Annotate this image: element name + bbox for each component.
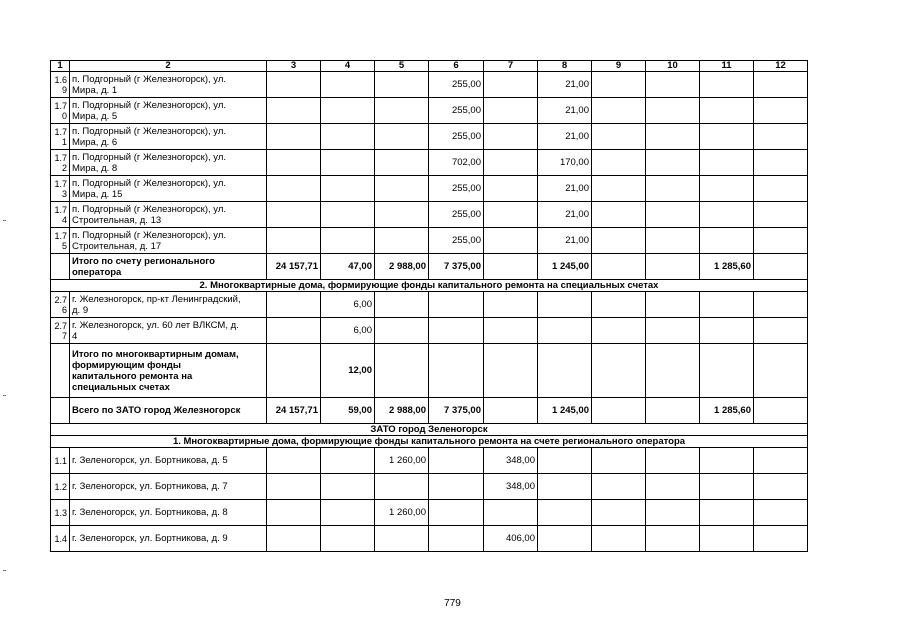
value-cell-col9 [592,202,646,228]
row-index: 2.7 6 [51,292,70,318]
column-header: 6 [429,61,484,72]
address-cell: п. Подгорный (г Железногорск), ул. Мира, д. 15 [70,176,267,202]
value-cell-col4 [321,72,375,98]
subtotal-row [51,254,808,280]
value-cell-col4 [321,150,375,176]
value-cell-col8: 21,00 [538,176,592,202]
table-row [51,500,808,526]
value-cell-col4 [321,202,375,228]
column-header: 11 [700,61,754,72]
address-cell: г. Железногорск, ул. 60 лет ВЛКСМ, д. 4 [70,318,267,344]
table-row [51,124,808,150]
value-cell-col3 [267,98,321,124]
value-cell-col11 [700,526,754,552]
value-cell-col11 [700,176,754,202]
value-cell-col10 [646,500,700,526]
value-cell-col10 [646,124,700,150]
value-cell-col12 [754,228,808,254]
value-cell-col5: 2 988,00 [375,254,429,280]
value-cell-col10 [646,474,700,500]
row-index: 2.7 7 [51,318,70,344]
value-cell-col6 [429,526,484,552]
value-cell-col10 [646,254,700,280]
value-cell-col11 [700,344,754,398]
value-cell-col9 [592,526,646,552]
value-cell-col8 [538,448,592,474]
value-cell-col6 [429,448,484,474]
value-cell-col12 [754,254,808,280]
column-header: 4 [321,61,375,72]
value-cell-col5 [375,344,429,398]
value-cell-col7 [484,228,538,254]
value-cell-col4: 47,00 [321,254,375,280]
value-cell-col5 [375,318,429,344]
zato-title: ЗАТО город Зеленогорск [51,424,808,436]
row-index [51,398,70,424]
value-cell-col11 [700,72,754,98]
total-label: Итого по счету регионального оператора [70,254,267,280]
table-row [51,318,808,344]
value-cell-col6: 702,00 [429,150,484,176]
row-index [51,344,70,398]
table-row [51,72,808,98]
column-header: 9 [592,61,646,72]
value-cell-col3 [267,318,321,344]
address-cell: г. Зеленогорск, ул. Бортникова, д. 8 [70,500,267,526]
value-cell-col3 [267,292,321,318]
table-row [51,202,808,228]
value-cell-col7 [484,292,538,318]
address-cell: п. Подгорный (г Железногорск), ул. Мира, д. 1 [70,72,267,98]
value-cell-col3 [267,474,321,500]
value-cell-col3 [267,344,321,398]
value-cell-col4 [321,474,375,500]
value-cell-col11: 1 285,60 [700,398,754,424]
value-cell-col4 [321,228,375,254]
value-cell-col3 [267,150,321,176]
value-cell-col5 [375,72,429,98]
column-header: 8 [538,61,592,72]
row-index [51,254,70,280]
value-cell-col6 [429,500,484,526]
header-row [51,61,808,72]
value-cell-col8 [538,344,592,398]
value-cell-col10 [646,318,700,344]
value-cell-col8 [538,474,592,500]
value-cell-col11 [700,500,754,526]
value-cell-col12 [754,448,808,474]
value-cell-col5 [375,292,429,318]
value-cell-col7 [484,398,538,424]
capital-repair-table [50,60,808,552]
address-cell: п. Подгорный (г Железногорск), ул. Мира, д. 6 [70,124,267,150]
address-cell: п. Подгорный (г Железногорск), ул. Строительная, д. 13 [70,202,267,228]
value-cell-col5 [375,124,429,150]
value-cell-col4: 12,00 [321,344,375,398]
value-cell-col3 [267,526,321,552]
address-cell: г. Зеленогорск, ул. Бортникова, д. 5 [70,448,267,474]
value-cell-col12 [754,72,808,98]
value-cell-col7: 406,00 [484,526,538,552]
row-index: 1.7 2 [51,150,70,176]
value-cell-col9 [592,474,646,500]
value-cell-col10 [646,228,700,254]
value-cell-col12 [754,318,808,344]
table-row [51,228,808,254]
value-cell-col5 [375,228,429,254]
address-cell: г. Зеленогорск, ул. Бортникова, д. 9 [70,526,267,552]
value-cell-col8 [538,526,592,552]
value-cell-col4 [321,176,375,202]
value-cell-col3 [267,448,321,474]
value-cell-col6: 255,00 [429,202,484,228]
value-cell-col12 [754,124,808,150]
value-cell-col9 [592,98,646,124]
value-cell-col8 [538,318,592,344]
value-cell-col9 [592,398,646,424]
value-cell-col10 [646,72,700,98]
page-number: 779 [444,598,461,609]
column-header: 2 [70,61,267,72]
value-cell-col10 [646,150,700,176]
value-cell-col3 [267,124,321,150]
value-cell-col9 [592,150,646,176]
scan-edge-mark [3,220,6,221]
value-cell-col4: 6,00 [321,292,375,318]
value-cell-col4 [321,500,375,526]
value-cell-col12 [754,500,808,526]
scan-edge-mark [3,395,6,396]
scan-edge-mark [3,570,6,571]
total-label: Всего по ЗАТО город Железногорск [70,398,267,424]
value-cell-col6: 255,00 [429,72,484,98]
value-cell-col9 [592,292,646,318]
value-cell-col6: 255,00 [429,124,484,150]
value-cell-col12 [754,526,808,552]
value-cell-col9 [592,500,646,526]
value-cell-col6: 255,00 [429,176,484,202]
value-cell-col8: 21,00 [538,228,592,254]
row-index: 1.7 0 [51,98,70,124]
table-row [51,176,808,202]
value-cell-col12 [754,398,808,424]
value-cell-col5 [375,202,429,228]
value-cell-col10 [646,202,700,228]
value-cell-col11 [700,124,754,150]
value-cell-col11 [700,150,754,176]
address-cell: г. Железногорск, пр-кт Ленинградский, д. 9 [70,292,267,318]
section-title: 2. Многоквартирные дома, формирующие фонды капитального ремонта на специальных счетах [51,280,808,292]
value-cell-col9 [592,176,646,202]
value-cell-col7: 348,00 [484,448,538,474]
value-cell-col5: 2 988,00 [375,398,429,424]
value-cell-col4 [321,448,375,474]
value-cell-col10 [646,448,700,474]
column-header: 12 [754,61,808,72]
table-row [51,98,808,124]
value-cell-col3 [267,228,321,254]
address-cell: г. Зеленогорск, ул. Бортникова, д. 7 [70,474,267,500]
row-index: 1.6 9 [51,72,70,98]
value-cell-col8: 170,00 [538,150,592,176]
value-cell-col8: 1 245,00 [538,254,592,280]
address-cell: п. Подгорный (г Железногорск), ул. Строительная, д. 17 [70,228,267,254]
value-cell-col3 [267,176,321,202]
value-cell-col9 [592,124,646,150]
section-row [51,280,808,292]
row-index: 1.7 1 [51,124,70,150]
value-cell-col11 [700,474,754,500]
value-cell-col11: 1 285,60 [700,254,754,280]
address-cell: п. Подгорный (г Железногорск), ул. Мира, д. 5 [70,98,267,124]
address-cell: п. Подгорный (г Железногорск), ул. Мира, д. 8 [70,150,267,176]
value-cell-col6: 255,00 [429,98,484,124]
value-cell-col7 [484,98,538,124]
value-cell-col11 [700,98,754,124]
section-row [51,436,808,448]
row-index: 1.7 5 [51,228,70,254]
value-cell-col7 [484,254,538,280]
value-cell-col7 [484,176,538,202]
value-cell-col7 [484,318,538,344]
value-cell-col7 [484,150,538,176]
value-cell-col12 [754,176,808,202]
value-cell-col3 [267,72,321,98]
value-cell-col8 [538,500,592,526]
value-cell-col5: 1 260,00 [375,448,429,474]
value-cell-col10 [646,292,700,318]
column-header: 1 [51,61,70,72]
column-header: 3 [267,61,321,72]
table-row [51,292,808,318]
value-cell-col6 [429,344,484,398]
value-cell-col3: 24 157,71 [267,254,321,280]
value-cell-col10 [646,176,700,202]
value-cell-col7 [484,202,538,228]
value-cell-col8: 1 245,00 [538,398,592,424]
value-cell-col3: 24 157,71 [267,398,321,424]
value-cell-col6: 255,00 [429,228,484,254]
value-cell-col5 [375,176,429,202]
value-cell-col3 [267,500,321,526]
section-row [51,424,808,436]
row-index: 1.7 4 [51,202,70,228]
value-cell-col6 [429,474,484,500]
value-cell-col7: 348,00 [484,474,538,500]
value-cell-col8: 21,00 [538,72,592,98]
total-row [51,398,808,424]
value-cell-col5: 1 260,00 [375,500,429,526]
value-cell-col11 [700,292,754,318]
value-cell-col8: 21,00 [538,202,592,228]
value-cell-col11 [700,318,754,344]
row-index: 1.3 [51,500,70,526]
table-row [51,526,808,552]
value-cell-col9 [592,254,646,280]
value-cell-col11 [700,202,754,228]
value-cell-col10 [646,98,700,124]
value-cell-col7 [484,344,538,398]
value-cell-col3 [267,202,321,228]
value-cell-col8 [538,292,592,318]
value-cell-col12 [754,344,808,398]
table-row [51,448,808,474]
value-cell-col9 [592,448,646,474]
value-cell-col10 [646,526,700,552]
row-index: 1.4 [51,526,70,552]
value-cell-col9 [592,344,646,398]
value-cell-col5 [375,150,429,176]
value-cell-col12 [754,292,808,318]
value-cell-col9 [592,318,646,344]
subtotal-row [51,344,808,398]
value-cell-col4: 59,00 [321,398,375,424]
row-index: 1.7 3 [51,176,70,202]
value-cell-col8: 21,00 [538,124,592,150]
value-cell-col9 [592,72,646,98]
value-cell-col6: 7 375,00 [429,254,484,280]
value-cell-col4 [321,526,375,552]
value-cell-col12 [754,150,808,176]
value-cell-col10 [646,398,700,424]
value-cell-col6 [429,318,484,344]
value-cell-col10 [646,344,700,398]
value-cell-col11 [700,228,754,254]
table-row [51,150,808,176]
row-index: 1.2 [51,474,70,500]
value-cell-col8: 21,00 [538,98,592,124]
value-cell-col5 [375,474,429,500]
value-cell-col7 [484,72,538,98]
value-cell-col5 [375,98,429,124]
value-cell-col7 [484,124,538,150]
section-title: 1. Многоквартирные дома, формирующие фонды капитального ремонта на счете регионального оператора [51,436,808,448]
value-cell-col9 [592,228,646,254]
value-cell-col12 [754,98,808,124]
value-cell-col6 [429,292,484,318]
value-cell-col4 [321,98,375,124]
value-cell-col6: 7 375,00 [429,398,484,424]
column-header: 10 [646,61,700,72]
column-header: 7 [484,61,538,72]
value-cell-col4: 6,00 [321,318,375,344]
table-row [51,474,808,500]
value-cell-col12 [754,202,808,228]
total-label: Итого по многоквартирным домам, формирующим фонды капитального ремонта на специальных счетах [70,344,267,398]
value-cell-col4 [321,124,375,150]
row-index: 1.1 [51,448,70,474]
column-header: 5 [375,61,429,72]
value-cell-col12 [754,474,808,500]
value-cell-col7 [484,500,538,526]
value-cell-col5 [375,526,429,552]
value-cell-col11 [700,448,754,474]
